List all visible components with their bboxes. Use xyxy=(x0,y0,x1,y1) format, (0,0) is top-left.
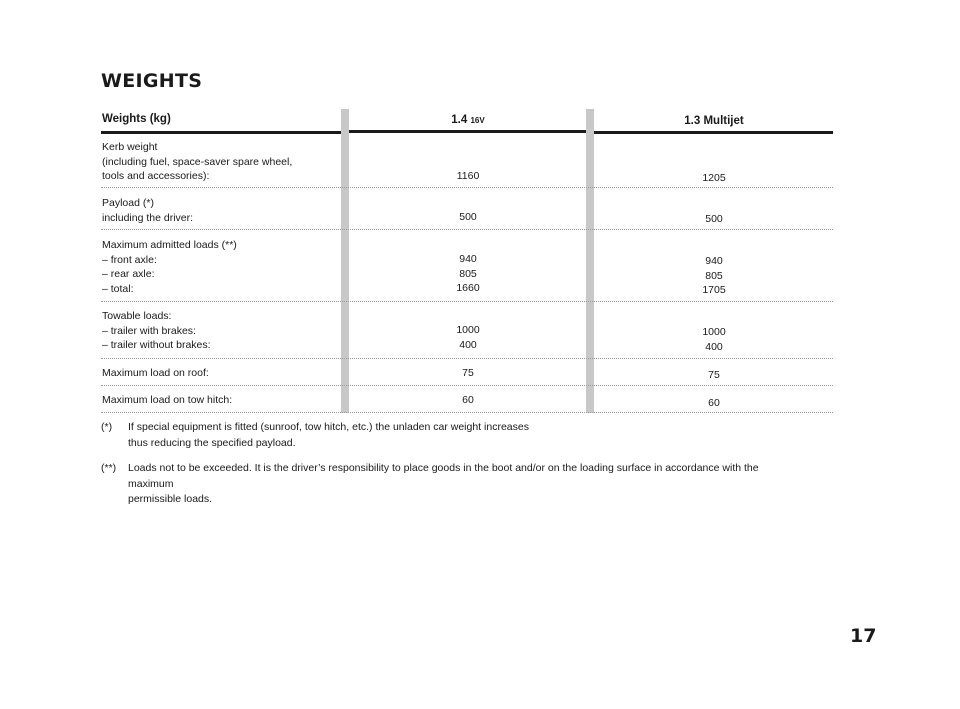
page-number: 17 xyxy=(850,625,877,647)
footnote-marker: (**) xyxy=(101,462,117,474)
value: 500 xyxy=(705,213,723,225)
value: 805 xyxy=(459,267,477,280)
row-separator xyxy=(101,358,833,359)
row-label-line: tools and accessories): xyxy=(102,170,210,182)
row-label-kerb-weight xyxy=(102,140,292,184)
row-label-line: – total: xyxy=(102,282,134,295)
footnote-line: Loads not to be exceeded. It is the driver’s responsibility to place goods in the boot and/or on the loading surface in accordance with the xyxy=(128,462,759,474)
footnote-line: thus reducing the specified payload. xyxy=(128,436,296,449)
row-label-line: (including fuel, space-saver spare wheel, xyxy=(102,155,293,168)
value: 1660 xyxy=(456,282,480,294)
row-label-line: – rear axle: xyxy=(102,268,155,280)
table-header-label: Weights (kg) xyxy=(102,113,171,125)
header-rule xyxy=(101,131,341,134)
row-separator xyxy=(101,229,833,230)
footnote-line: If special equipment is fitted (sunroof, tow hitch, etc.) the unladen car weight increases xyxy=(128,421,529,433)
value: 1160 xyxy=(456,170,480,182)
row-label-line: including the driver: xyxy=(102,211,194,224)
row-label-line: Towable loads: xyxy=(102,310,172,322)
header-rule xyxy=(594,131,833,134)
value-cell-engine-1 xyxy=(350,169,586,184)
row-label-line: – trailer with brakes: xyxy=(102,324,196,337)
value-cell-engine-1 xyxy=(350,252,586,296)
value-cell-engine-2 xyxy=(594,254,834,298)
value: 75 xyxy=(708,369,720,381)
row-label-max-load-tow-hitch xyxy=(102,393,232,408)
value-cell-engine-2 xyxy=(594,368,834,383)
value-cell-engine-1 xyxy=(350,210,586,225)
value: 940 xyxy=(459,253,477,265)
value-cell-engine-1 xyxy=(350,366,586,381)
row-label-line: Maximum admitted loads (**) xyxy=(102,239,237,251)
row-separator xyxy=(101,412,833,413)
value-cell-engine-2 xyxy=(594,325,834,354)
value: 1705 xyxy=(702,284,726,296)
value-cell-engine-1 xyxy=(350,323,586,352)
value: 1000 xyxy=(702,326,726,338)
footnote-marker: (*) xyxy=(101,421,113,433)
column-divider-band xyxy=(586,109,594,413)
row-label-line: Maximum load on tow hitch: xyxy=(102,394,233,406)
footnote-text xyxy=(128,461,843,508)
row-label-line: Kerb weight xyxy=(102,141,158,153)
row-separator xyxy=(101,385,833,386)
value: 940 xyxy=(705,255,723,267)
row-separator xyxy=(101,187,833,188)
footnote-line: maximum xyxy=(128,477,174,490)
footnote-line: permissible loads. xyxy=(128,493,213,505)
header-rule xyxy=(349,130,586,133)
value-cell-engine-1 xyxy=(350,393,586,408)
value: 805 xyxy=(705,269,723,282)
row-separator xyxy=(101,301,833,302)
value: 400 xyxy=(705,340,723,353)
row-label-max-load-roof xyxy=(102,366,209,381)
engine-1-suffix: 16V xyxy=(470,116,485,125)
value-cell-engine-2 xyxy=(594,396,834,411)
footnote-text xyxy=(128,420,843,451)
value: 1205 xyxy=(702,172,726,184)
row-label-payload xyxy=(102,196,193,225)
row-label-line: Payload (*) xyxy=(102,197,154,209)
row-label-max-admitted-loads xyxy=(102,238,237,296)
row-label-line: – trailer without brakes: xyxy=(102,339,211,351)
row-label-towable-loads xyxy=(102,309,211,353)
column-divider-band xyxy=(341,109,349,413)
engine-1-name: 1.4 xyxy=(451,114,468,126)
table-header-engine-1 xyxy=(350,114,586,126)
row-label-line: Maximum load on roof: xyxy=(102,367,209,379)
value-cell-engine-2 xyxy=(594,212,834,227)
value: 60 xyxy=(708,397,720,409)
value: 1000 xyxy=(456,324,480,336)
row-label-line: – front axle: xyxy=(102,253,157,266)
page-title: WEIGHTS xyxy=(101,70,203,92)
value: 500 xyxy=(459,211,477,223)
value: 60 xyxy=(462,394,474,406)
value: 75 xyxy=(462,367,474,379)
value: 400 xyxy=(459,338,477,351)
value-cell-engine-2 xyxy=(594,171,834,186)
table-header-engine-2: 1.3 Multijet xyxy=(684,115,744,127)
